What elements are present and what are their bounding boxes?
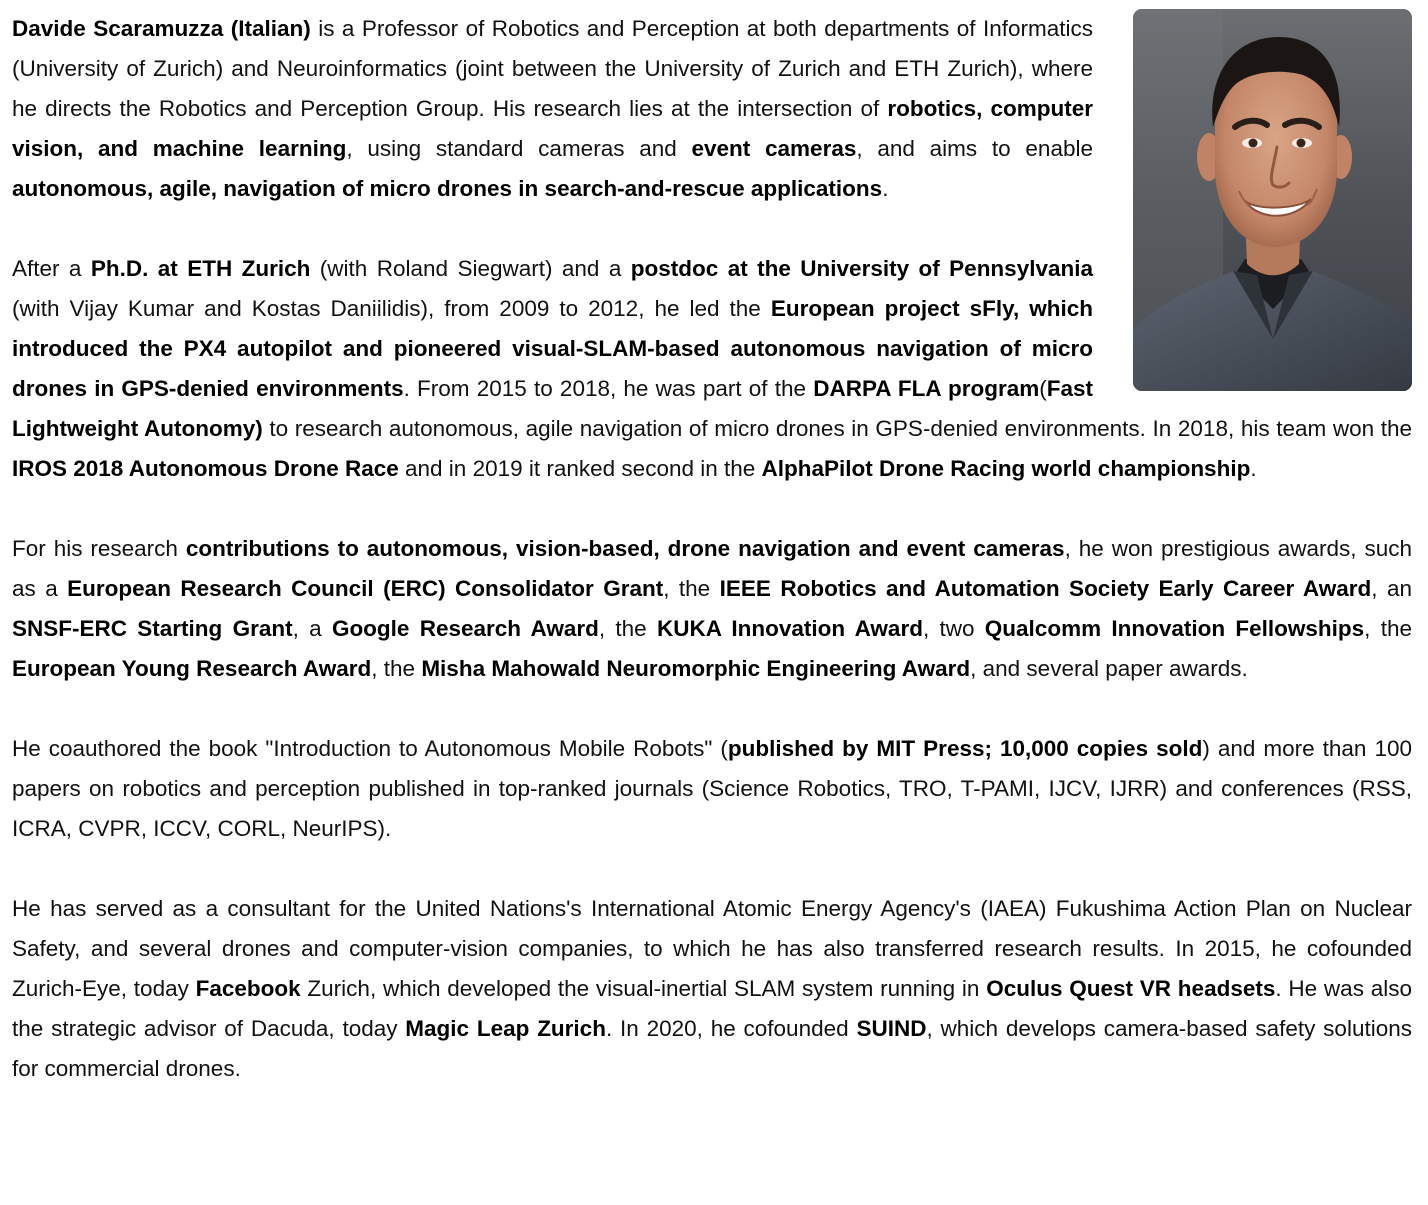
bold-phrase: postdoc at the University of Pennsylvania bbox=[630, 256, 1093, 281]
bold-phrase: European Research Council (ERC) Consolidator Grant bbox=[67, 576, 664, 601]
bio-paragraph-awards bbox=[12, 529, 1412, 689]
text-run: ) and more than 100 papers on robotics and perception published in top-ranked journals (Science Robotics, TRO, T-PAMI, IJCV, IJRR) and conferences (RSS, ICRA, CVPR, ICCV, CORL, NeurIPS). bbox=[12, 736, 1412, 841]
text-run: , the bbox=[371, 656, 422, 681]
text-run: , the bbox=[663, 576, 720, 601]
bio-paragraph-industry bbox=[12, 889, 1412, 1089]
bold-phrase: autonomous, agile, navigation of micro drones in search-and-rescue applications bbox=[12, 176, 883, 201]
portrait-photo bbox=[1133, 9, 1412, 391]
text-run: to research autonomous, agile navigation of micro drones in GPS-denied environments. In 2018, his team won the bbox=[262, 416, 1412, 441]
bold-phrase: SUIND bbox=[856, 1016, 927, 1041]
text-run: (with Vijay Kumar and Kostas Daniilidis), from 2009 to 2012, he led the bbox=[12, 296, 771, 321]
bold-phrase: IEEE Robotics and Automation Society Early Career Award bbox=[719, 576, 1372, 601]
text-run: He coauthored the book "Introduction to Autonomous Mobile Robots" ( bbox=[12, 736, 728, 761]
text-run: is a Professor of Robotics and Perception at both departments of Informatics (University of Zurich) and Neuroinformatics (joint between the University of Zurich and ETH Zurich), where he directs the Robotics and Perception Group. His research lies at the intersection of bbox=[12, 16, 1093, 121]
text-run: , two bbox=[922, 616, 985, 641]
bold-phrase: DARPA FLA program bbox=[813, 376, 1040, 401]
text-run: He has served as a consultant for the United Nations's International Atomic Energy Agency's (IAEA) Fukushima Action Plan on Nuclear Safety, and several drones and computer-vision companies, to which he has also transferred research results. In 2015, he cofounded Zurich-Eye, today bbox=[12, 896, 1412, 1001]
bold-phrase: contributions to autonomous, vision-based, drone navigation and event cameras bbox=[185, 536, 1065, 561]
text-run: , an bbox=[1371, 576, 1412, 601]
text-run: , and aims to enable bbox=[856, 136, 1093, 161]
bold-phrase: Magic Leap Zurich bbox=[405, 1016, 606, 1041]
text-run: (with Roland Siegwart) and a bbox=[310, 256, 631, 281]
bold-phrase: European project sFly, which introduced the PX4 autopilot and pioneered visual-SLAM-based autonomous navigation of micro drones in GPS-denied environments bbox=[12, 296, 1093, 401]
bold-phrase: Facebook bbox=[195, 976, 301, 1001]
bold-phrase: Oculus Quest VR headsets bbox=[986, 976, 1276, 1001]
bold-phrase: Google Research Award bbox=[331, 616, 599, 641]
text-run: . bbox=[1250, 456, 1257, 481]
bold-phrase: robotics, computer vision, and machine learning bbox=[12, 96, 1093, 161]
bold-phrase: Qualcomm Innovation Fellowships bbox=[984, 616, 1365, 641]
text-run: and in 2019 it ranked second in the bbox=[398, 456, 762, 481]
text-run: . In 2020, he cofounded bbox=[605, 1016, 857, 1041]
text-run: , and several paper awards. bbox=[970, 656, 1248, 681]
bold-phrase: Davide Scaramuzza (Italian) bbox=[12, 16, 311, 41]
bold-phrase: AlphaPilot Drone Racing world championship bbox=[761, 456, 1251, 481]
text-run: , the bbox=[1364, 616, 1412, 641]
text-run: , a bbox=[292, 616, 332, 641]
text-run: , which develops camera-based safety solutions for commercial drones. bbox=[12, 1016, 1412, 1081]
bold-phrase: SNSF-ERC Starting Grant bbox=[12, 616, 293, 641]
bold-phrase: published by MIT Press; 10,000 copies sold bbox=[727, 736, 1203, 761]
bio-paragraph-publications bbox=[12, 729, 1412, 849]
text-run: . From 2015 to 2018, he was part of the bbox=[403, 376, 814, 401]
text-run: , the bbox=[598, 616, 657, 641]
text-run: ( bbox=[1039, 376, 1047, 401]
text-run: . bbox=[882, 176, 889, 201]
text-run: , using standard cameras and bbox=[346, 136, 692, 161]
bold-phrase: Ph.D. at ETH Zurich bbox=[90, 256, 311, 281]
bold-phrase: Misha Mahowald Neuromorphic Engineering Award bbox=[421, 656, 971, 681]
text-run: For his research bbox=[12, 536, 186, 561]
bold-phrase: European Young Research Award bbox=[12, 656, 372, 681]
text-run: . He was also the strategic advisor of Dacuda, today bbox=[12, 976, 1412, 1041]
bold-phrase: event cameras bbox=[691, 136, 857, 161]
bold-phrase: Fast Lightweight Autonomy) bbox=[12, 376, 1094, 441]
bold-phrase: KUKA Innovation Award bbox=[656, 616, 923, 641]
bold-phrase: IROS 2018 Autonomous Drone Race bbox=[12, 456, 399, 481]
text-run: Zurich, which developed the visual-inertial SLAM system running in bbox=[300, 976, 987, 1001]
text-run: , he won prestigious awards, such as a bbox=[12, 536, 1412, 601]
text-run: After a bbox=[12, 256, 91, 281]
